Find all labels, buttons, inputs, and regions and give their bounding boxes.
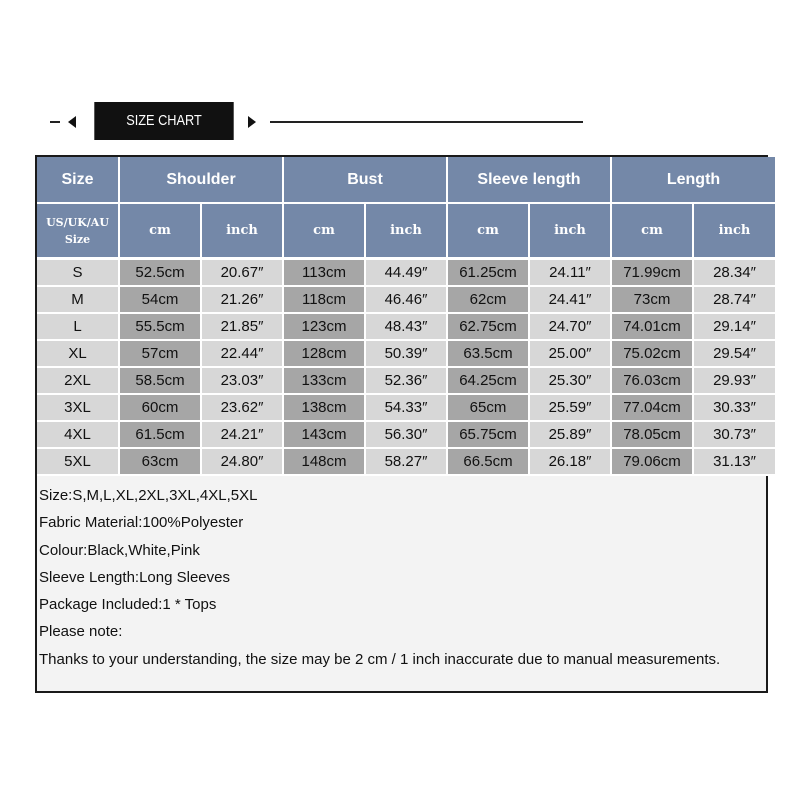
cell-bust-cm: 128cm — [283, 340, 365, 367]
cell-size: M — [37, 286, 119, 313]
cell-bust-cm: 148cm — [283, 448, 365, 475]
table-row — [37, 313, 775, 340]
banner-title: SIZE CHART — [94, 102, 233, 140]
cell-sleeve-cm: 65cm — [447, 394, 529, 421]
cell-bust-cm: 123cm — [283, 313, 365, 340]
cell-length-cm: 73cm — [611, 286, 693, 313]
table-row — [37, 340, 775, 367]
cell-shoulder-cm: 54cm — [119, 286, 201, 313]
cell-bust-inch: 54.33″ — [365, 394, 447, 421]
cell-shoulder-inch: 20.67″ — [201, 259, 283, 287]
size-table — [37, 157, 775, 476]
cell-size: 3XL — [37, 394, 119, 421]
cell-shoulder-cm: 55.5cm — [119, 313, 201, 340]
cell-bust-cm: 133cm — [283, 367, 365, 394]
cell-length-inch: 30.73″ — [693, 421, 775, 448]
info-note-label: Please note: — [39, 623, 123, 641]
info-fabric: Fabric Material:100%Polyester — [39, 514, 244, 532]
header-length: Length — [611, 157, 775, 203]
cell-length-cm: 75.02cm — [611, 340, 693, 367]
table-row — [37, 367, 775, 394]
cell-size: XL — [37, 340, 119, 367]
cell-length-inch: 29.14″ — [693, 313, 775, 340]
cell-shoulder-inch: 21.85″ — [201, 313, 283, 340]
cell-sleeve-inch: 25.59″ — [529, 394, 611, 421]
cell-length-cm: 78.05cm — [611, 421, 693, 448]
cell-bust-inch: 48.43″ — [365, 313, 447, 340]
cell-bust-inch: 52.36″ — [365, 367, 447, 394]
cell-size: 2XL — [37, 367, 119, 394]
banner-rule — [270, 121, 583, 123]
cell-sleeve-cm: 61.25cm — [447, 259, 529, 287]
cell-length-inch: 30.33″ — [693, 394, 775, 421]
units-row — [37, 203, 775, 259]
cell-sleeve-cm: 62cm — [447, 286, 529, 313]
unit-shoulder-cm: cm — [119, 203, 201, 259]
header-region-size: US/UK/AU Size — [37, 203, 119, 259]
banner-left-arrow-icon — [68, 116, 76, 128]
cell-length-cm: 76.03cm — [611, 367, 693, 394]
cell-length-inch: 28.34″ — [693, 259, 775, 287]
info-sleeve-length: Sleeve Length:Long Sleeves — [39, 568, 230, 586]
table-row — [37, 421, 775, 448]
header-size: Size — [37, 157, 119, 203]
cell-size: L — [37, 313, 119, 340]
info-note-text: Thanks to your understanding, the size may be 2 cm / 1 inch inaccurate due to manual measurements. — [39, 650, 721, 668]
unit-sleeve-cm: cm — [447, 203, 529, 259]
cell-sleeve-inch: 24.11″ — [529, 259, 611, 287]
cell-bust-cm: 118cm — [283, 286, 365, 313]
cell-bust-inch: 50.39″ — [365, 340, 447, 367]
header-row — [37, 157, 775, 203]
cell-shoulder-cm: 58.5cm — [119, 367, 201, 394]
cell-shoulder-inch: 23.62″ — [201, 394, 283, 421]
cell-size: 5XL — [37, 448, 119, 475]
table-row — [37, 286, 775, 313]
header-bust: Bust — [283, 157, 447, 203]
cell-length-inch: 29.93″ — [693, 367, 775, 394]
cell-length-cm: 77.04cm — [611, 394, 693, 421]
cell-length-cm: 71.99cm — [611, 259, 693, 287]
cell-bust-cm: 113cm — [283, 259, 365, 287]
cell-length-inch: 28.74″ — [693, 286, 775, 313]
unit-bust-cm: cm — [283, 203, 365, 259]
cell-sleeve-inch: 25.00″ — [529, 340, 611, 367]
size-chart-banner — [50, 100, 590, 144]
unit-length-inch: inch — [693, 203, 775, 259]
cell-shoulder-cm: 61.5cm — [119, 421, 201, 448]
cell-sleeve-inch: 26.18″ — [529, 448, 611, 475]
table-row — [37, 448, 775, 475]
cell-sleeve-inch: 25.89″ — [529, 421, 611, 448]
unit-length-cm: cm — [611, 203, 693, 259]
unit-shoulder-inch: inch — [201, 203, 283, 259]
cell-sleeve-cm: 66.5cm — [447, 448, 529, 475]
cell-sleeve-cm: 62.75cm — [447, 313, 529, 340]
size-chart-frame — [35, 155, 768, 693]
cell-bust-inch: 58.27″ — [365, 448, 447, 475]
table-row — [37, 394, 775, 421]
cell-size: 4XL — [37, 421, 119, 448]
cell-length-inch: 29.54″ — [693, 340, 775, 367]
cell-sleeve-inch: 25.30″ — [529, 367, 611, 394]
info-package: Package Included:1 * Tops — [39, 596, 217, 614]
header-shoulder: Shoulder — [119, 157, 283, 203]
header-sleeve-length: Sleeve length — [447, 157, 611, 203]
info-size: Size:S,M,L,XL,2XL,3XL,4XL,5XL — [39, 487, 258, 504]
cell-sleeve-cm: 64.25cm — [447, 367, 529, 394]
banner-dash — [50, 121, 60, 123]
cell-length-cm: 79.06cm — [611, 448, 693, 475]
unit-sleeve-inch: inch — [529, 203, 611, 259]
cell-length-inch: 31.13″ — [693, 448, 775, 475]
cell-bust-inch: 56.30″ — [365, 421, 447, 448]
cell-shoulder-cm: 52.5cm — [119, 259, 201, 287]
cell-bust-inch: 46.46″ — [365, 286, 447, 313]
cell-sleeve-cm: 65.75cm — [447, 421, 529, 448]
cell-shoulder-inch: 22.44″ — [201, 340, 283, 367]
cell-sleeve-inch: 24.70″ — [529, 313, 611, 340]
cell-shoulder-cm: 60cm — [119, 394, 201, 421]
cell-shoulder-inch: 24.21″ — [201, 421, 283, 448]
cell-sleeve-cm: 63.5cm — [447, 340, 529, 367]
cell-bust-cm: 143cm — [283, 421, 365, 448]
cell-bust-inch: 44.49″ — [365, 259, 447, 287]
product-info — [39, 482, 764, 673]
cell-shoulder-inch: 24.80″ — [201, 448, 283, 475]
cell-bust-cm: 138cm — [283, 394, 365, 421]
cell-shoulder-cm: 57cm — [119, 340, 201, 367]
cell-sleeve-inch: 24.41″ — [529, 286, 611, 313]
cell-size: S — [37, 259, 119, 287]
unit-bust-inch: inch — [365, 203, 447, 259]
info-colour: Colour:Black,White,Pink — [39, 541, 200, 559]
table-row — [37, 259, 775, 287]
cell-shoulder-inch: 23.03″ — [201, 367, 283, 394]
cell-shoulder-cm: 63cm — [119, 448, 201, 475]
cell-shoulder-inch: 21.26″ — [201, 286, 283, 313]
banner-right-arrow-icon — [248, 116, 256, 128]
cell-length-cm: 74.01cm — [611, 313, 693, 340]
